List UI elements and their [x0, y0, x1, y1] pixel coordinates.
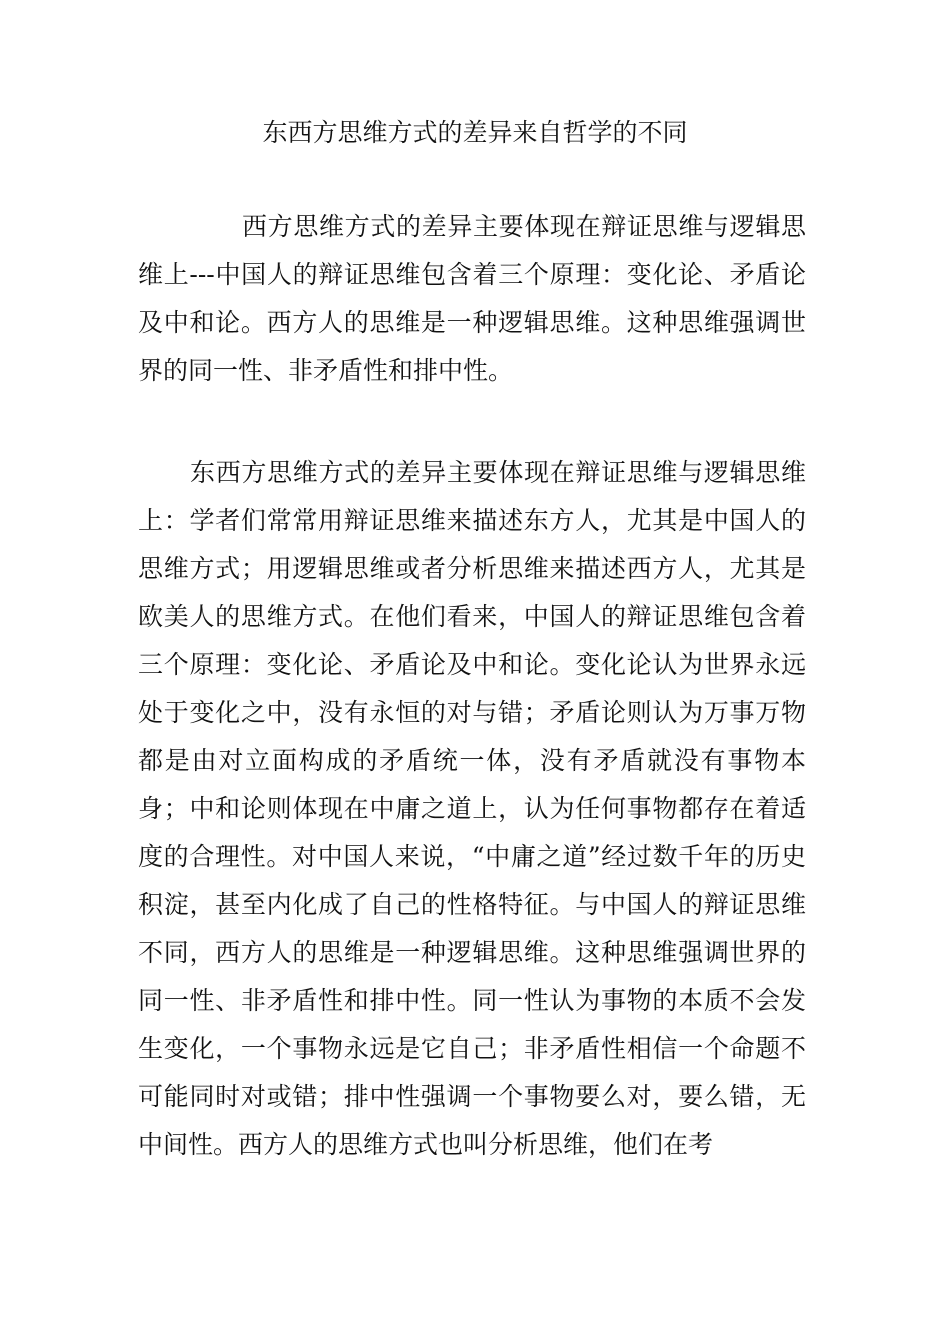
- paragraph-1: 西方思维方式的差异主要体现在辩证思维与逻辑思维上---中国人的辩证思维包含着三个原理：变化论、矛盾论及中和论。西方人的思维是一种逻辑思维。这种思维强调世界的同一性、非矛盾性和排中性。: [138, 212, 806, 385]
- document-title: 东西方思维方式的差异来自哲学的不同: [262, 118, 688, 147]
- paragraph-2: 东西方思维方式的差异主要体现在辩证思维与逻辑思维上：学者们常常用辩证思维来描述东方人，尤其是中国人的思维方式；用逻辑思维或者分析思维来描述西方人，尤其是欧美人的思维方式。在他们看来，中国人的辩证思维包含着三个原理：变化论、矛盾论及中和论。变化论认为世界永远处于变化之中，没有永恒的对与错；矛盾论则认为万事万物都是由对立面构成的矛盾统一体，没有矛盾就没有事物本身；中和论则体现在中庸之道上，认为任何事物都存在着适度的合理性。对中国人来说，“中庸之道”经过数千年的历史积淀，甚至内化成了自己的性格特征。与中国人的辩证思维不同，西方人的思维是一种逻辑思维。这种思维强调世界的同一性、非矛盾性和排中性。同一性认为事物的本质不会发生变化，一个事物永远是它自己；非矛盾性相信一个命题不可能同时对或错；排中性强调一个事物要么对，要么错，无中间性。西方人的思维方式也叫分析思维，他们在考: [138, 458, 806, 1159]
